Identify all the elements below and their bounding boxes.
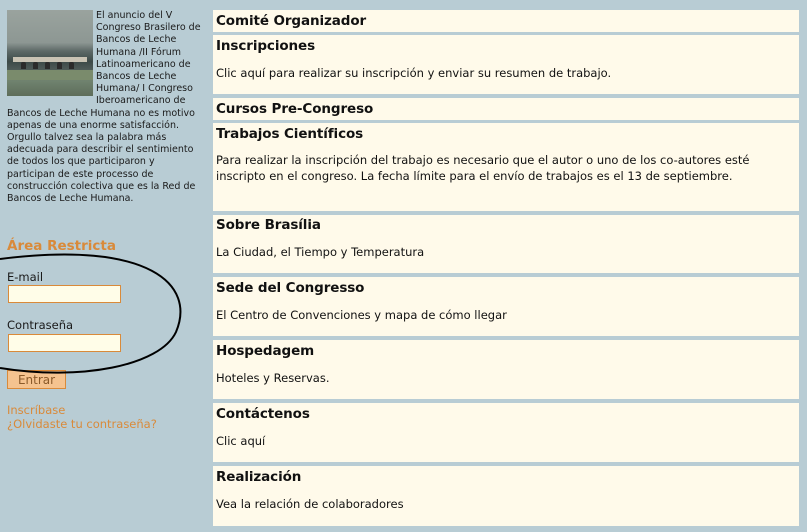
main-content <box>212 0 807 532</box>
email-label: E-mail <box>7 270 44 284</box>
news-announcement <box>7 10 205 205</box>
section-body-text: Para realizar la inscripción del trabajo es necesario que el autor o uno de los co-autores esté inscripto en el congreso. La fecha límite para el envío de trabajos es el 13 de septiembre. <box>216 153 750 183</box>
forgot-password-link[interactable]: ¿Olvidaste tu contraseña? <box>7 417 157 431</box>
register-link[interactable]: Inscríbase <box>7 403 66 417</box>
conference-photo <box>7 10 93 96</box>
section-title[interactable]: Sede del Congresso <box>216 280 365 296</box>
password-label: Contraseña <box>7 318 74 332</box>
section-cursos-pre-congreso <box>213 98 799 120</box>
section-title[interactable]: Sobre Brasília <box>216 217 321 233</box>
section-title[interactable]: Trabajos Científicos <box>216 126 364 142</box>
section-sede-del-congresso <box>213 277 799 336</box>
restricted-area-title: Área Restricta <box>7 238 116 254</box>
section-body-link[interactable]: Hoteles y Reservas. <box>216 371 330 385</box>
email-field[interactable] <box>8 285 121 303</box>
section-title[interactable]: Cursos Pre-Congreso <box>216 101 374 117</box>
section-body-link[interactable]: Clic aquí para realizar su inscripción y enviar su resumen de trabajo. <box>216 66 612 80</box>
section-inscripciones <box>213 35 799 94</box>
section-comite-organizador <box>213 10 799 32</box>
section-title[interactable]: Comité Organizador <box>216 13 367 29</box>
section-title[interactable]: Hospedagem <box>216 343 315 359</box>
section-sobre-brasilia <box>213 215 799 273</box>
section-hospedagem <box>213 340 799 399</box>
section-trabajos-cientificos <box>213 123 799 211</box>
section-body-link[interactable]: Vea la relación de colaboradores <box>216 497 404 511</box>
section-contactenos <box>213 403 799 462</box>
section-title[interactable]: Realización <box>216 469 302 485</box>
section-body-link[interactable]: El Centro de Convenciones y mapa de cómo llegar <box>216 308 507 322</box>
section-body-link[interactable]: Clic aquí <box>216 434 266 448</box>
section-realizacion <box>213 466 799 526</box>
login-button[interactable]: Entrar <box>7 370 66 389</box>
sidebar <box>0 0 212 532</box>
section-title[interactable]: Inscripciones <box>216 38 316 54</box>
password-field[interactable] <box>8 334 121 352</box>
news-text: El anuncio del V Congreso Brasilero de Bancos de Leche Humana /II Fórum Latinoamericano de Bancos de Leche Humana/ I Congreso Iberoamericano de Bancos de Leche Humana no es motivo apenas de una enorme satisfacción. Orgullo talvez sea la palabra más adecuada para describir el sentimiento de todos los que participaron y participan de este processo de construcción colectiva que es la Red de Bancos de Leche Humana. <box>7 10 201 205</box>
section-body-link[interactable]: La Ciudad, el Tiempo y Temperatura <box>216 245 425 259</box>
section-title[interactable]: Contáctenos <box>216 406 310 422</box>
